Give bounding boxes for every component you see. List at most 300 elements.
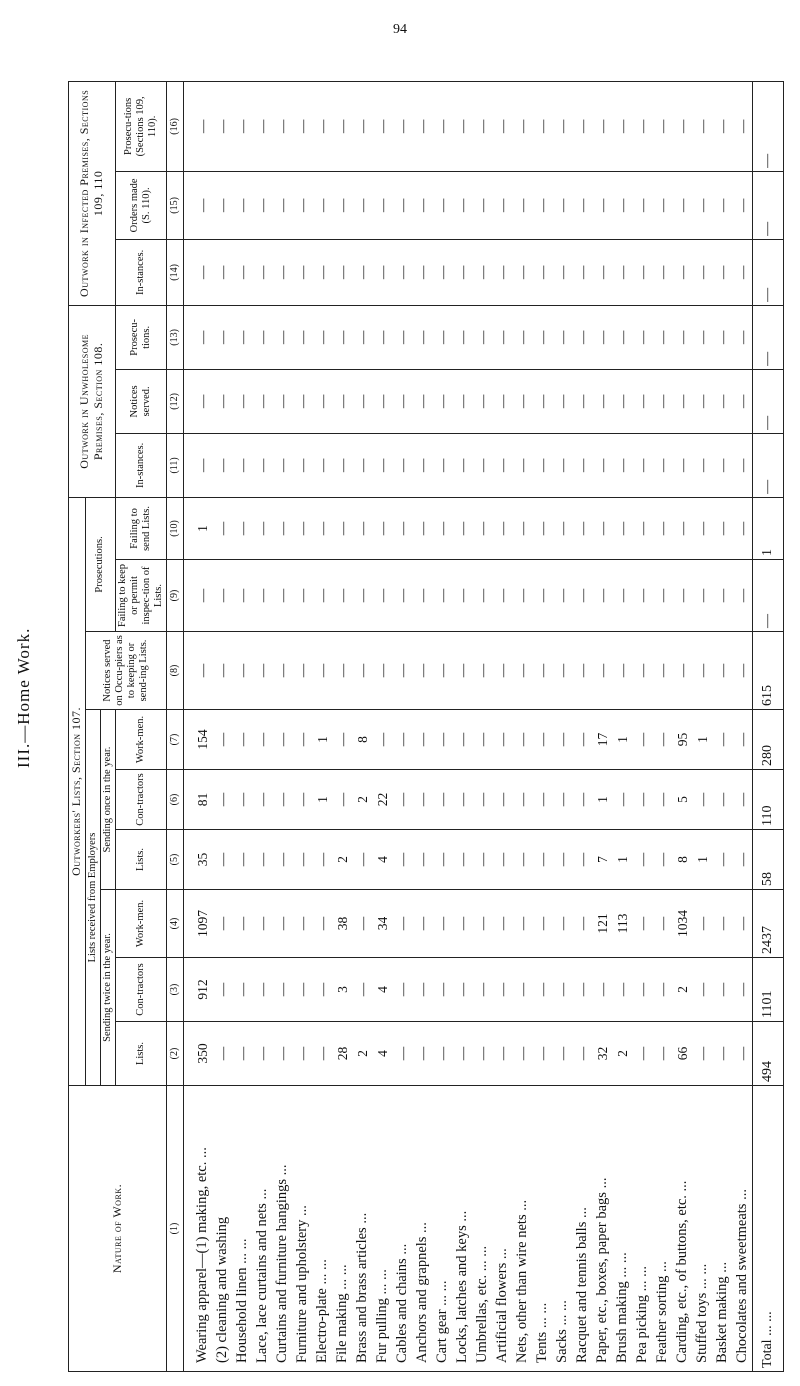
value-cell xyxy=(292,770,312,830)
value-cell xyxy=(592,305,612,369)
value-cell xyxy=(372,497,392,559)
value-cell xyxy=(412,560,432,632)
value-cell xyxy=(712,632,732,710)
nature-of-work-cell: Brass and brass articles ... xyxy=(352,1086,372,1372)
value-cell xyxy=(252,171,272,239)
value-cell xyxy=(392,81,412,171)
table-row xyxy=(732,81,753,1371)
table-row xyxy=(672,81,692,1371)
value-cell xyxy=(472,239,492,305)
value-cell xyxy=(492,1022,512,1086)
value-cell xyxy=(184,305,213,369)
value-cell xyxy=(472,958,492,1022)
value-cell xyxy=(212,369,232,433)
unwholesome-premises-header: Outwork in Unwholesome Premises, Section 108. xyxy=(69,305,116,497)
value-cell xyxy=(532,632,552,710)
value-cell xyxy=(572,1022,592,1086)
value-cell xyxy=(232,770,252,830)
col-number: (9) xyxy=(167,560,184,632)
value-cell: 35 xyxy=(184,830,213,890)
value-cell xyxy=(712,710,732,770)
value-cell: 38 xyxy=(332,890,352,958)
value-cell xyxy=(472,305,492,369)
value-cell xyxy=(452,497,472,559)
value-cell xyxy=(272,239,292,305)
value-cell xyxy=(412,305,432,369)
total-cell: 494 xyxy=(753,1022,784,1086)
value-cell xyxy=(572,958,592,1022)
value-cell xyxy=(272,81,292,171)
value-cell xyxy=(352,433,372,497)
value-cell xyxy=(392,770,412,830)
value-cell xyxy=(732,81,753,171)
nature-of-work-cell: Feather sorting ... xyxy=(652,1086,672,1372)
value-cell xyxy=(452,305,472,369)
value-cell xyxy=(552,830,572,890)
value-cell xyxy=(212,560,232,632)
value-cell xyxy=(392,305,412,369)
value-cell xyxy=(212,305,232,369)
value-cell xyxy=(272,560,292,632)
value-cell xyxy=(292,239,312,305)
value-cell xyxy=(492,497,512,559)
value-cell xyxy=(632,239,652,305)
value-cell xyxy=(432,433,452,497)
value-cell: 34 xyxy=(372,890,392,958)
value-cell xyxy=(712,305,732,369)
value-cell xyxy=(232,369,252,433)
value-cell xyxy=(232,433,252,497)
value-cell xyxy=(612,497,632,559)
value-cell xyxy=(532,830,552,890)
value-cell xyxy=(732,770,753,830)
value-cell xyxy=(692,770,712,830)
table-row xyxy=(612,81,632,1371)
value-cell xyxy=(412,890,432,958)
value-cell xyxy=(332,433,352,497)
value-cell xyxy=(732,305,753,369)
table-row xyxy=(492,81,512,1371)
value-cell: 2 xyxy=(332,830,352,890)
nature-of-work-cell: Cables and chains ... xyxy=(392,1086,412,1372)
value-cell xyxy=(452,239,472,305)
value-cell xyxy=(692,171,712,239)
prosecutions-infected-header: Prosecu-tions (Sections 109, 110). xyxy=(115,81,166,171)
value-cell: 7 xyxy=(592,830,612,890)
value-cell: 1034 xyxy=(672,890,692,958)
value-cell xyxy=(232,305,252,369)
value-cell xyxy=(392,171,412,239)
value-cell xyxy=(452,830,472,890)
table-row xyxy=(432,81,452,1371)
value-cell xyxy=(512,560,532,632)
value-cell xyxy=(452,369,472,433)
value-cell xyxy=(332,770,352,830)
table-row xyxy=(352,81,372,1371)
value-cell xyxy=(552,890,572,958)
value-cell xyxy=(392,958,412,1022)
value-cell xyxy=(732,830,753,890)
value-cell xyxy=(272,497,292,559)
value-cell xyxy=(352,958,372,1022)
value-cell xyxy=(232,171,252,239)
value-cell xyxy=(712,830,732,890)
value-cell xyxy=(532,890,552,958)
nature-of-work-cell: Tents ... ... xyxy=(532,1086,552,1372)
value-cell xyxy=(432,81,452,171)
value-cell xyxy=(692,369,712,433)
col-number: (10) xyxy=(167,497,184,559)
value-cell xyxy=(572,890,592,958)
nature-of-work-cell: Lace, lace curtains and nets ... xyxy=(252,1086,272,1372)
prosecutions-header: Prosecutions. xyxy=(85,497,115,631)
value-cell xyxy=(492,958,512,1022)
value-cell xyxy=(212,710,232,770)
value-cell xyxy=(652,369,672,433)
value-cell xyxy=(512,1022,532,1086)
value-cell xyxy=(372,239,392,305)
value-cell: 8 xyxy=(672,830,692,890)
table-row xyxy=(652,81,672,1371)
value-cell xyxy=(312,239,332,305)
value-cell xyxy=(312,632,332,710)
value-cell xyxy=(732,890,753,958)
value-cell xyxy=(572,81,592,171)
value-cell xyxy=(492,632,512,710)
value-cell xyxy=(252,958,272,1022)
value-cell xyxy=(332,560,352,632)
value-cell xyxy=(184,632,213,710)
table-row xyxy=(512,81,532,1371)
value-cell xyxy=(392,497,412,559)
value-cell xyxy=(572,560,592,632)
value-cell xyxy=(312,890,332,958)
value-cell xyxy=(512,710,532,770)
value-cell xyxy=(612,770,632,830)
value-cell: 32 xyxy=(592,1022,612,1086)
value-cell xyxy=(512,433,532,497)
value-cell xyxy=(732,632,753,710)
value-cell xyxy=(632,560,652,632)
home-work-table-rotated xyxy=(68,82,776,1372)
value-cell xyxy=(184,369,213,433)
value-cell xyxy=(292,560,312,632)
value-cell xyxy=(452,560,472,632)
instances-unwholesome-header: In-stances. xyxy=(115,433,166,497)
value-cell xyxy=(292,171,312,239)
value-cell xyxy=(732,171,753,239)
lists-twice-header: Lists. xyxy=(115,1022,166,1086)
value-cell xyxy=(632,770,652,830)
value-cell xyxy=(212,958,232,1022)
value-cell: 1 xyxy=(312,770,332,830)
total-cell: 58 xyxy=(753,830,784,890)
value-cell xyxy=(632,81,652,171)
value-cell xyxy=(432,305,452,369)
value-cell xyxy=(352,305,372,369)
value-cell xyxy=(552,433,572,497)
col-number: (15) xyxy=(167,171,184,239)
value-cell xyxy=(552,239,572,305)
total-cell xyxy=(753,560,784,632)
value-cell xyxy=(632,305,652,369)
value-cell xyxy=(252,770,272,830)
table-row xyxy=(472,81,492,1371)
value-cell xyxy=(652,770,672,830)
value-cell xyxy=(712,433,732,497)
value-cell xyxy=(612,958,632,1022)
nature-of-work-cell: Cart gear ... ... xyxy=(432,1086,452,1372)
value-cell xyxy=(412,1022,432,1086)
value-cell xyxy=(532,81,552,171)
value-cell: 1 xyxy=(592,770,612,830)
value-cell xyxy=(392,1022,412,1086)
value-cell xyxy=(532,433,552,497)
value-cell xyxy=(312,81,332,171)
value-cell xyxy=(512,81,532,171)
total-cell xyxy=(753,305,784,369)
total-cell: 615 xyxy=(753,632,784,710)
value-cell xyxy=(532,958,552,1022)
value-cell xyxy=(632,171,652,239)
value-cell xyxy=(592,560,612,632)
value-cell xyxy=(612,369,632,433)
value-cell xyxy=(432,710,452,770)
value-cell: 1097 xyxy=(184,890,213,958)
value-cell xyxy=(352,497,372,559)
value-cell xyxy=(272,632,292,710)
value-cell xyxy=(532,560,552,632)
value-cell xyxy=(392,433,412,497)
lists-received-header: Lists received from Employers xyxy=(85,710,100,1086)
page-number: 94 xyxy=(393,22,407,37)
value-cell xyxy=(732,369,753,433)
lists-once-header: Lists. xyxy=(115,830,166,890)
prosecutions-unwholesome-header: Prosecu-tions. xyxy=(115,305,166,369)
col-number: (2) xyxy=(167,1022,184,1086)
value-cell xyxy=(652,632,672,710)
value-cell xyxy=(712,1022,732,1086)
nature-of-work-cell: Locks, latches and keys ... xyxy=(452,1086,472,1372)
value-cell xyxy=(292,305,312,369)
value-cell xyxy=(552,369,572,433)
table-row xyxy=(592,81,612,1371)
value-cell xyxy=(452,433,472,497)
nature-of-work-cell: Basket making ... xyxy=(712,1086,732,1372)
value-cell xyxy=(272,369,292,433)
value-cell xyxy=(572,433,592,497)
value-cell xyxy=(552,305,572,369)
value-cell: 1 xyxy=(312,710,332,770)
value-cell xyxy=(292,1022,312,1086)
value-cell xyxy=(472,890,492,958)
value-cell xyxy=(212,171,232,239)
value-cell xyxy=(632,1022,652,1086)
nature-of-work-cell: Stuffed toys ... ... xyxy=(692,1086,712,1372)
value-cell xyxy=(272,433,292,497)
value-cell xyxy=(692,890,712,958)
value-cell xyxy=(412,770,432,830)
orders-made-header: Orders made (S. 110). xyxy=(115,171,166,239)
value-cell xyxy=(184,171,213,239)
nature-of-work-cell: Nets, other than wire nets ... xyxy=(512,1086,532,1372)
value-cell xyxy=(332,171,352,239)
value-cell xyxy=(552,958,572,1022)
value-cell xyxy=(732,560,753,632)
workmen-twice-header: Work-men. xyxy=(115,890,166,958)
total-cell xyxy=(753,239,784,305)
nature-of-work-cell: Umbrellas, etc. ... ... xyxy=(472,1086,492,1372)
value-cell xyxy=(292,958,312,1022)
value-cell xyxy=(572,770,592,830)
value-cell: 1 xyxy=(612,710,632,770)
value-cell xyxy=(552,171,572,239)
value-cell xyxy=(372,81,392,171)
col-number: (8) xyxy=(167,632,184,710)
value-cell xyxy=(232,1022,252,1086)
value-cell xyxy=(412,632,432,710)
value-cell: 1 xyxy=(184,497,213,559)
value-cell xyxy=(252,632,272,710)
value-cell xyxy=(652,560,672,632)
value-cell xyxy=(672,497,692,559)
nature-of-work-cell: Curtains and furniture hangings ... xyxy=(272,1086,292,1372)
value-cell xyxy=(672,560,692,632)
value-cell xyxy=(184,81,213,171)
value-cell xyxy=(432,1022,452,1086)
col-number: (7) xyxy=(167,710,184,770)
value-cell xyxy=(712,81,732,171)
value-cell: 3 xyxy=(332,958,352,1022)
value-cell xyxy=(512,305,532,369)
value-cell xyxy=(452,1022,472,1086)
value-cell xyxy=(512,497,532,559)
value-cell xyxy=(232,81,252,171)
value-cell xyxy=(612,560,632,632)
total-cell: 1101 xyxy=(753,958,784,1022)
value-cell xyxy=(672,305,692,369)
value-cell: 912 xyxy=(184,958,213,1022)
value-cell xyxy=(392,560,412,632)
table-body xyxy=(184,81,753,1371)
home-work-table xyxy=(68,81,784,1372)
value-cell xyxy=(432,171,452,239)
value-cell xyxy=(632,830,652,890)
value-cell: 113 xyxy=(612,890,632,958)
value-cell xyxy=(312,1022,332,1086)
value-cell xyxy=(712,369,732,433)
value-cell: 1 xyxy=(612,830,632,890)
value-cell xyxy=(372,632,392,710)
value-cell xyxy=(672,369,692,433)
col-number: (12) xyxy=(167,369,184,433)
value-cell xyxy=(184,433,213,497)
value-cell xyxy=(512,830,532,890)
value-cell xyxy=(492,710,512,770)
value-cell xyxy=(672,632,692,710)
value-cell xyxy=(212,770,232,830)
value-cell xyxy=(552,710,572,770)
value-cell xyxy=(572,171,592,239)
value-cell xyxy=(572,830,592,890)
value-cell xyxy=(432,239,452,305)
value-cell xyxy=(372,710,392,770)
value-cell xyxy=(432,497,452,559)
value-cell xyxy=(252,497,272,559)
value-cell xyxy=(532,770,552,830)
value-cell xyxy=(232,497,252,559)
value-cell xyxy=(352,81,372,171)
table-row xyxy=(312,81,332,1371)
col-number: (14) xyxy=(167,239,184,305)
value-cell xyxy=(212,1022,232,1086)
value-cell xyxy=(432,560,452,632)
value-cell: 28 xyxy=(332,1022,352,1086)
value-cell xyxy=(492,369,512,433)
sending-twice-header: Sending twice in the year. xyxy=(100,890,115,1086)
value-cell xyxy=(452,171,472,239)
col-number: (4) xyxy=(167,890,184,958)
value-cell xyxy=(292,890,312,958)
value-cell xyxy=(732,710,753,770)
value-cell xyxy=(612,632,632,710)
value-cell xyxy=(492,81,512,171)
value-cell xyxy=(212,632,232,710)
col-number: (5) xyxy=(167,830,184,890)
table-row xyxy=(712,81,732,1371)
value-cell xyxy=(492,560,512,632)
value-cell xyxy=(452,890,472,958)
value-cell xyxy=(372,171,392,239)
value-cell xyxy=(572,369,592,433)
value-cell: 81 xyxy=(184,770,213,830)
value-cell xyxy=(552,497,572,559)
value-cell xyxy=(252,830,272,890)
value-cell: 8 xyxy=(352,710,372,770)
value-cell xyxy=(232,958,252,1022)
value-cell xyxy=(212,239,232,305)
value-cell xyxy=(472,710,492,770)
value-cell xyxy=(292,830,312,890)
col-number: (16) xyxy=(167,81,184,171)
value-cell: 350 xyxy=(184,1022,213,1086)
value-cell xyxy=(452,710,472,770)
value-cell xyxy=(492,830,512,890)
value-cell xyxy=(592,239,612,305)
value-cell xyxy=(372,433,392,497)
nature-of-work-cell: Wearing apparel—(1) making, etc. ... xyxy=(184,1086,213,1372)
value-cell xyxy=(472,433,492,497)
nature-of-work-cell: Fur pulling ... ... xyxy=(372,1086,392,1372)
column-numbers-row xyxy=(167,81,184,1371)
value-cell: 1 xyxy=(692,830,712,890)
value-cell xyxy=(352,171,372,239)
value-cell xyxy=(532,239,552,305)
value-cell xyxy=(532,1022,552,1086)
value-cell xyxy=(432,770,452,830)
failing-send-header: Failing to send Lists. xyxy=(115,497,166,559)
value-cell xyxy=(332,369,352,433)
value-cell xyxy=(692,81,712,171)
value-cell xyxy=(292,632,312,710)
nature-of-work-cell: Artificial flowers ... xyxy=(492,1086,512,1372)
table-row xyxy=(412,81,432,1371)
value-cell xyxy=(672,433,692,497)
value-cell xyxy=(472,1022,492,1086)
table-row xyxy=(452,81,472,1371)
value-cell xyxy=(432,632,452,710)
total-cell xyxy=(753,369,784,433)
